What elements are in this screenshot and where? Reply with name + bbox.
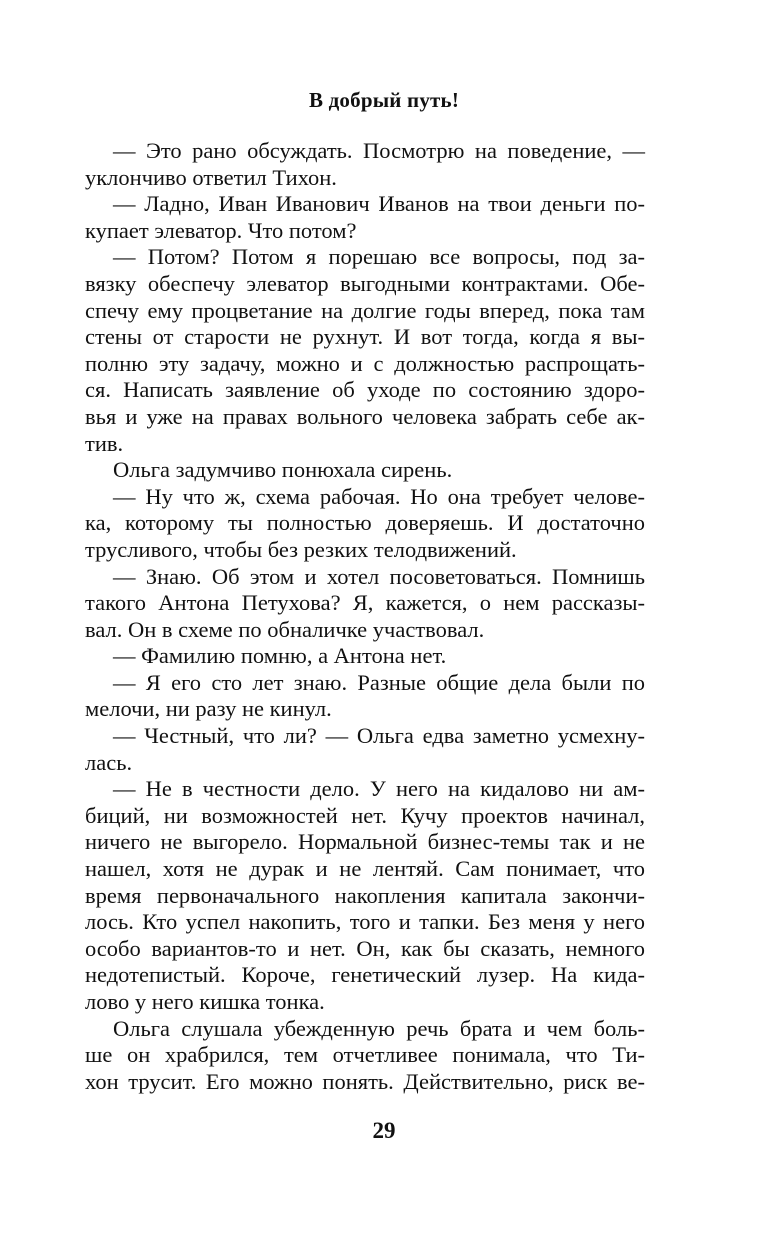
- text-line: — Я его сто лет знаю. Разные общие дела были по: [113, 669, 645, 695]
- text-line: вал. Он в схеме по обналичке участвовал.: [85, 616, 485, 642]
- text-line: ничего не выгорело. Нормальной бизнес-темы так и не: [85, 829, 645, 855]
- body-text: [85, 138, 645, 1095]
- text-line: — Это рано обсуждать. Посмотрю на поведение, —: [113, 138, 645, 163]
- text-line: вья и уже на правах вольного человека забрать себе ак-: [85, 403, 645, 429]
- text-line: хон трусит. Его можно понять. Действительно, риск ве-: [85, 1068, 645, 1094]
- text-line: — Фамилию помню, а Антона нет.: [113, 643, 447, 669]
- text-line: вязку обеспечу элеватор выгодными контрактами. Обе-: [85, 270, 645, 296]
- text-line: стены от старости не рухнут. И вот тогда, когда я вы-: [85, 324, 645, 350]
- text-line: — Ну что ж, схема рабочая. Но она требует челове-: [113, 483, 645, 509]
- text-line: уклончиво ответил Тихон.: [85, 164, 337, 190]
- text-line: тив.: [85, 430, 124, 456]
- text-line: мелочи, ни разу не кинул.: [85, 696, 332, 722]
- text-line: Ольга слушала убежденную речь брата и чем боль-: [113, 1015, 645, 1041]
- text-line: недотепистый. Короче, генетический лузер. На кида-: [85, 962, 645, 988]
- text-line: — Потом? Потом я порешаю все вопросы, под за-: [113, 244, 645, 270]
- text-line: время первоначального накопления капитала закончи-: [85, 882, 645, 908]
- text-line: — Ладно, Иван Иванович Иванов на твои деньги по-: [113, 191, 645, 217]
- text-line: биций, ни возможностей нет. Кучу проектов начинал,: [85, 802, 645, 828]
- text-line: трусливого, чтобы без резких телодвижений.: [85, 536, 517, 562]
- text-line: Ольга задумчиво понюхала сирень.: [113, 457, 453, 483]
- running-title: В добрый путь!: [308, 88, 460, 112]
- text-line: нашел, хотя не дурак и не лентяй. Сам понимает, что: [85, 856, 645, 882]
- text-line: — Знаю. Об этом и хотел посоветоваться. Помнишь: [113, 563, 645, 589]
- text-line: ся. Написать заявление об уходе по состоянию здоро-: [85, 377, 645, 403]
- text-line: ка, которому ты полностью доверяешь. И достаточно: [85, 510, 645, 536]
- text-line: такого Антона Петухова? Я, кажется, о нем рассказы-: [85, 590, 645, 616]
- text-line: полню эту задачу, можно и с должностью распрощать-: [85, 350, 645, 376]
- text-line: лось. Кто успел накопить, того и тапки. Без меня у него: [85, 909, 645, 935]
- text-line: — Не в честности дело. У него на кидалово ни ам-: [113, 776, 645, 802]
- text-line: лово у него кишка тонка.: [85, 989, 325, 1014]
- text-line: спечу ему процветание на долгие годы вперед, пока там: [85, 297, 645, 323]
- text-line: — Честный, что ли? — Ольга едва заметно усмехну-: [113, 723, 645, 749]
- text-line: купает элеватор. Что потом?: [85, 217, 357, 243]
- page-number: 29: [372, 1118, 396, 1143]
- text-line: особо вариантов-то и нет. Он, как бы сказать, немного: [85, 935, 645, 961]
- text-line: лась.: [85, 749, 133, 775]
- text-line: ше он храбрился, тем отчетливее понимала, что Ти-: [85, 1042, 645, 1068]
